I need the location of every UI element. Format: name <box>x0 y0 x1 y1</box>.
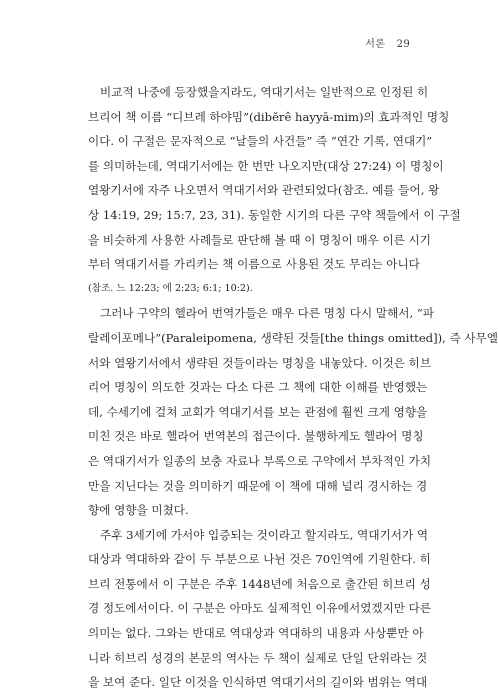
text-line: (참조. 느 12:23; 에 2:23; 6:1; 10:2). <box>88 282 253 294</box>
text-line: 을 보여 준다. 일단 이것을 인식하면 역대기서의 길이와 범위는 역대 <box>88 675 428 690</box>
page-number: 29 <box>396 39 410 50</box>
text-line: 그러나 구약의 헬라어 번역가들은 매우 다른 명칭 다시 말해서, “파 <box>100 306 434 321</box>
text-line: 비교적 나중에 등장했을지라도, 역대기서는 일반적으로 인정된 히 <box>100 85 429 99</box>
text-line: 브리 전통에서 이 구분은 주후 1448년에 처음으로 출간된 히브리 성 <box>88 576 431 591</box>
text-line: 를 의미하는데, 역대기서에는 한 번만 나오지만(대상 27:24) 이 명칭이 <box>88 158 444 173</box>
text-line: 주후 3세기에 가서야 입증되는 것이라고 할지라도, 역대기서가 역 <box>100 527 429 542</box>
text-line: 리어 명칭이 의도한 것과는 다소 다른 그 책에 대한 이해를 반영했는 <box>88 380 428 395</box>
text-line: 향에 영향을 미쳤다. <box>88 503 189 518</box>
text-line: 데, 수세기에 걸쳐 교회가 역대기서를 보는 관점에 훨씬 크게 영향을 <box>88 404 428 419</box>
text-line: 브리어 책 이름 “디브레 하야밈”(dibĕrê hayyā-mim)의 효과적인 명칭 <box>88 109 450 124</box>
running-head <box>365 35 410 50</box>
text-line: 은 역대기서가 일종의 보충 자료나 부록으로 구약에서 부차적인 가치 <box>88 453 432 468</box>
section-title: 서론 <box>365 39 386 50</box>
text-line: 대상과 역대하와 같이 두 부분으로 나뉜 것은 70인역에 기원한다. 히 <box>88 552 431 567</box>
text-line: 랄레이포메나”(Paraleipomena, 생략된 것들[the things omitted]), 즉 사무엘 <box>88 330 498 345</box>
text-line: 의미는 없다. 그와는 반대로 역대상과 역대하의 내용과 사상뿐만 아 <box>88 626 424 641</box>
text-line: 니라 히브리 성경의 본문의 역사는 두 책이 실제로 단일 단위라는 것 <box>88 650 428 665</box>
text-line: 상 14:19, 29; 15:7, 23, 31). 동일한 시기의 다른 구약 책들에서 이 구절 <box>88 207 461 222</box>
text-line: 만을 지닌다는 것을 의미하기 때문에 이 책에 대해 널리 경시하는 경 <box>88 478 428 493</box>
text-line: 경 정도에서이다. 이 구분은 아마도 실제적인 이유에서였겠지만 다른 <box>88 601 432 616</box>
text-line: 이다. 이 구절은 문자적으로 “날들의 사건들” 즉 “연간 기록, 연대기” <box>88 134 433 149</box>
text-line: 열왕기서에 자주 나오면서 역대기서와 관련되었다(참조. 예를 들어, 왕 <box>88 183 440 198</box>
text-line: 을 비슷하게 사용한 사례들로 판단해 볼 때 이 명칭이 매우 이른 시기 <box>88 232 431 247</box>
body-text <box>88 80 498 695</box>
text-line: 부터 역대기서를 가리키는 책 이름으로 사용된 것도 무리는 아니다 <box>88 257 420 272</box>
text-line: 미친 것은 바로 헬라어 번역본의 접근이다. 불행하게도 헬라어 명칭 <box>88 429 424 444</box>
text-line: 서와 열왕기서에서 생략된 것들이라는 명칭을 내놓았다. 이것은 히브 <box>88 355 432 370</box>
